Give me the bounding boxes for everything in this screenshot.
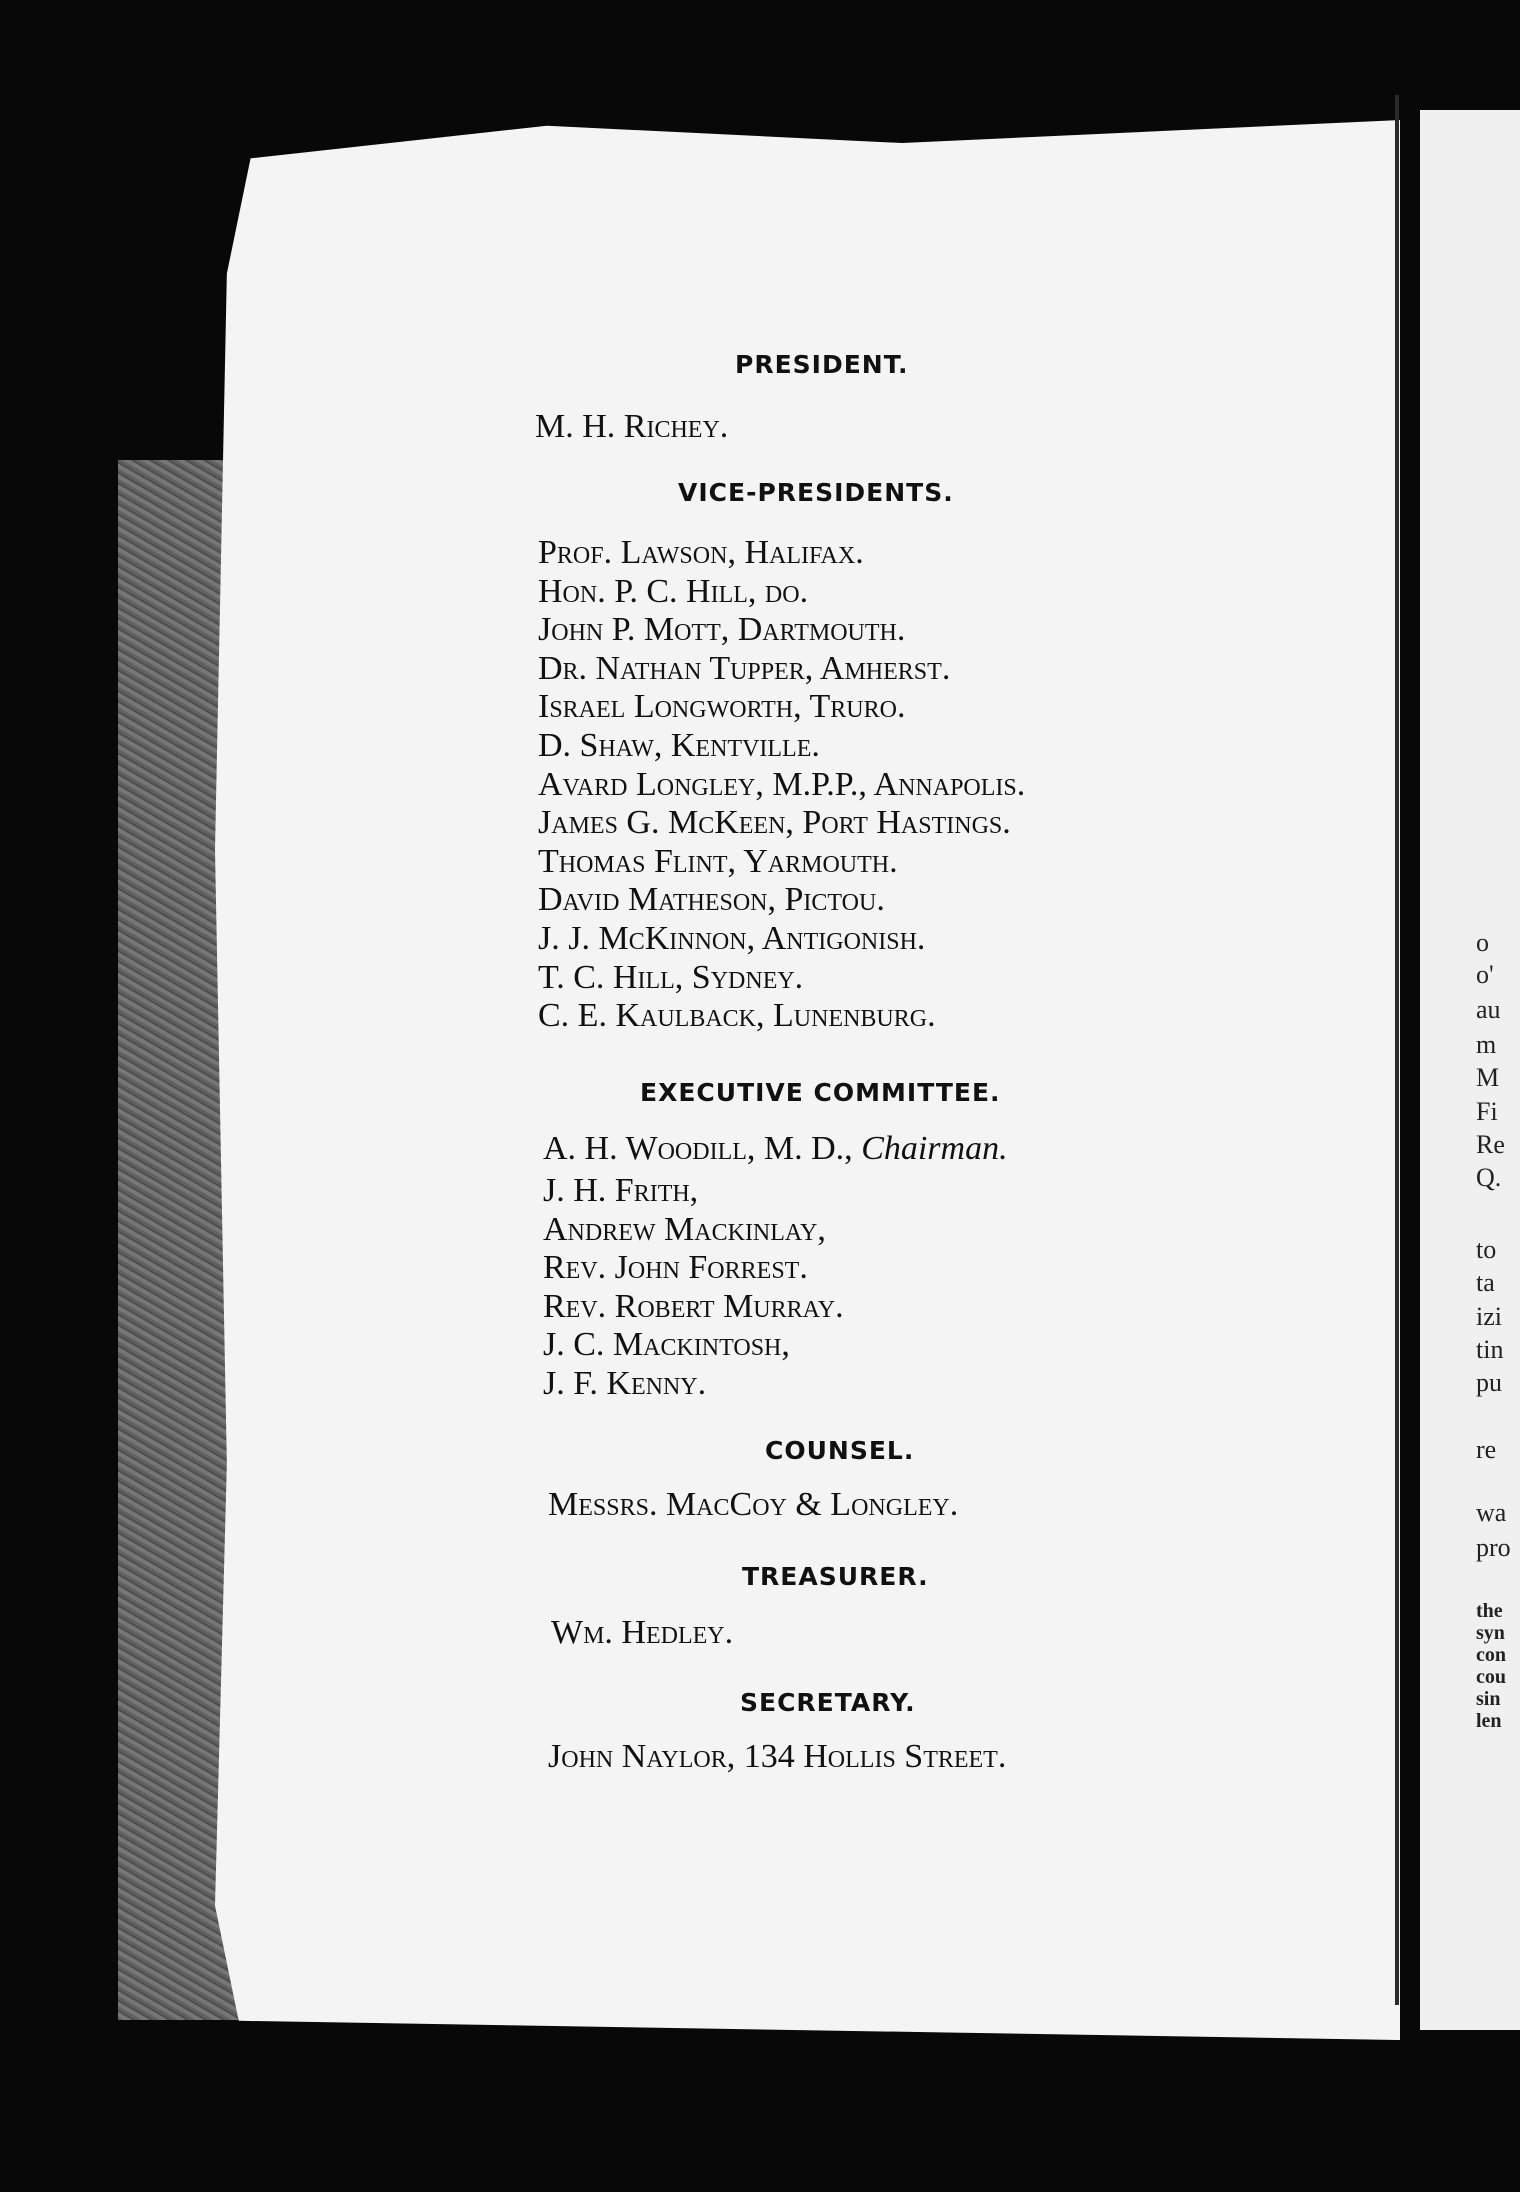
facing-page-fragment: ta xyxy=(1476,1268,1495,1297)
committee-member-entry: J. H. Frith, xyxy=(543,1172,699,1209)
president-heading: PRESIDENT. xyxy=(735,350,909,379)
vice-president-entry: Thomas Flint, Yarmouth. xyxy=(538,842,898,880)
facing-page-fragment: sin xyxy=(1476,1688,1501,1710)
secretary-heading: SECRETARY. xyxy=(740,1688,916,1717)
facing-page-fragment: to xyxy=(1476,1235,1497,1264)
chairman-name: A. H. Woodill, M. D., xyxy=(543,1130,853,1167)
facing-page-fragment: tin xyxy=(1476,1335,1504,1364)
vice-president-entry: T. C. Hill, Sydney. xyxy=(538,958,804,996)
executive-chairman-line xyxy=(543,1130,1008,1168)
facing-page-fragment: pro xyxy=(1476,1533,1511,1562)
facing-page-fragment: Q. xyxy=(1476,1163,1502,1192)
facing-page-fragment: wa xyxy=(1476,1498,1507,1527)
committee-member-entry: J. F. Kenny. xyxy=(543,1364,707,1402)
facing-page-fragment: o' xyxy=(1476,960,1494,989)
executive-committee-list xyxy=(543,1172,844,1404)
treasurer-heading: TREASURER. xyxy=(742,1562,929,1591)
vice-presidents-list xyxy=(538,534,1025,1036)
secretary-name: John Naylor, 134 Hollis Street. xyxy=(548,1738,1007,1775)
facing-page-fragment: M xyxy=(1476,1063,1500,1092)
facing-page-fragment: re xyxy=(1476,1435,1497,1464)
facing-page-fragment: m xyxy=(1476,1030,1497,1059)
committee-member-entry: J. C. Mackintosh, xyxy=(543,1326,790,1364)
vice-president-entry: David Matheson, Pictou. xyxy=(538,881,885,919)
vice-president-entry: John P. Mott, Dartmouth. xyxy=(538,611,906,649)
facing-page-fragment: con xyxy=(1476,1644,1506,1666)
facing-page-fragment: Re xyxy=(1476,1130,1505,1159)
counsel-heading: COUNSEL. xyxy=(765,1436,915,1465)
counsel-name: Messrs. MacCoy & Longley. xyxy=(548,1486,959,1523)
vice-president-entry: D. Shaw, Kentville. xyxy=(538,726,820,764)
committee-member-entry: Andrew Mackinlay, xyxy=(543,1210,826,1248)
vice-president-entry: C. E. Kaulback, Lunenburg. xyxy=(538,997,936,1035)
vice-president-entry: Dr. Nathan Tupper, Amherst. xyxy=(538,649,951,687)
facing-page-fragment: au xyxy=(1476,995,1501,1024)
vice-president-entry: Israel Longworth, Truro. xyxy=(538,688,906,726)
vice-president-entry: Avard Longley, M.P.P., Annapolis. xyxy=(538,765,1026,803)
facing-page-fragment: Fi xyxy=(1476,1097,1498,1126)
facing-page-fragment: o xyxy=(1476,928,1489,957)
committee-member-entry: Rev. Robert Murray. xyxy=(543,1287,844,1325)
treasurer-name: Wm. Hedley. xyxy=(551,1614,734,1651)
vice-president-entry: J. J. McKinnon, Antigonish. xyxy=(538,919,926,957)
facing-page-fragment: izi xyxy=(1476,1302,1502,1331)
president-name: M. H. Richey. xyxy=(535,408,729,445)
facing-page-fragment: syn xyxy=(1476,1622,1505,1644)
committee-member-entry: Rev. John Forrest. xyxy=(543,1249,808,1287)
vice-president-entry: Prof. Lawson, Halifax. xyxy=(538,534,864,571)
executive-committee-heading: EXECUTIVE COMMITTEE. xyxy=(640,1078,1001,1107)
vice-president-entry: Hon. P. C. Hill, do. xyxy=(538,572,809,610)
facing-page-fragment: the xyxy=(1476,1600,1503,1622)
vice-presidents-heading: VICE-PRESIDENTS. xyxy=(678,478,954,507)
vice-president-entry: James G. McKeen, Port Hastings. xyxy=(538,804,1011,842)
chairman-role: Chairman. xyxy=(861,1130,1008,1167)
facing-page-fragment: pu xyxy=(1476,1368,1502,1397)
facing-page-fragment: cou xyxy=(1476,1666,1506,1688)
facing-page-fragment: len xyxy=(1476,1710,1502,1732)
